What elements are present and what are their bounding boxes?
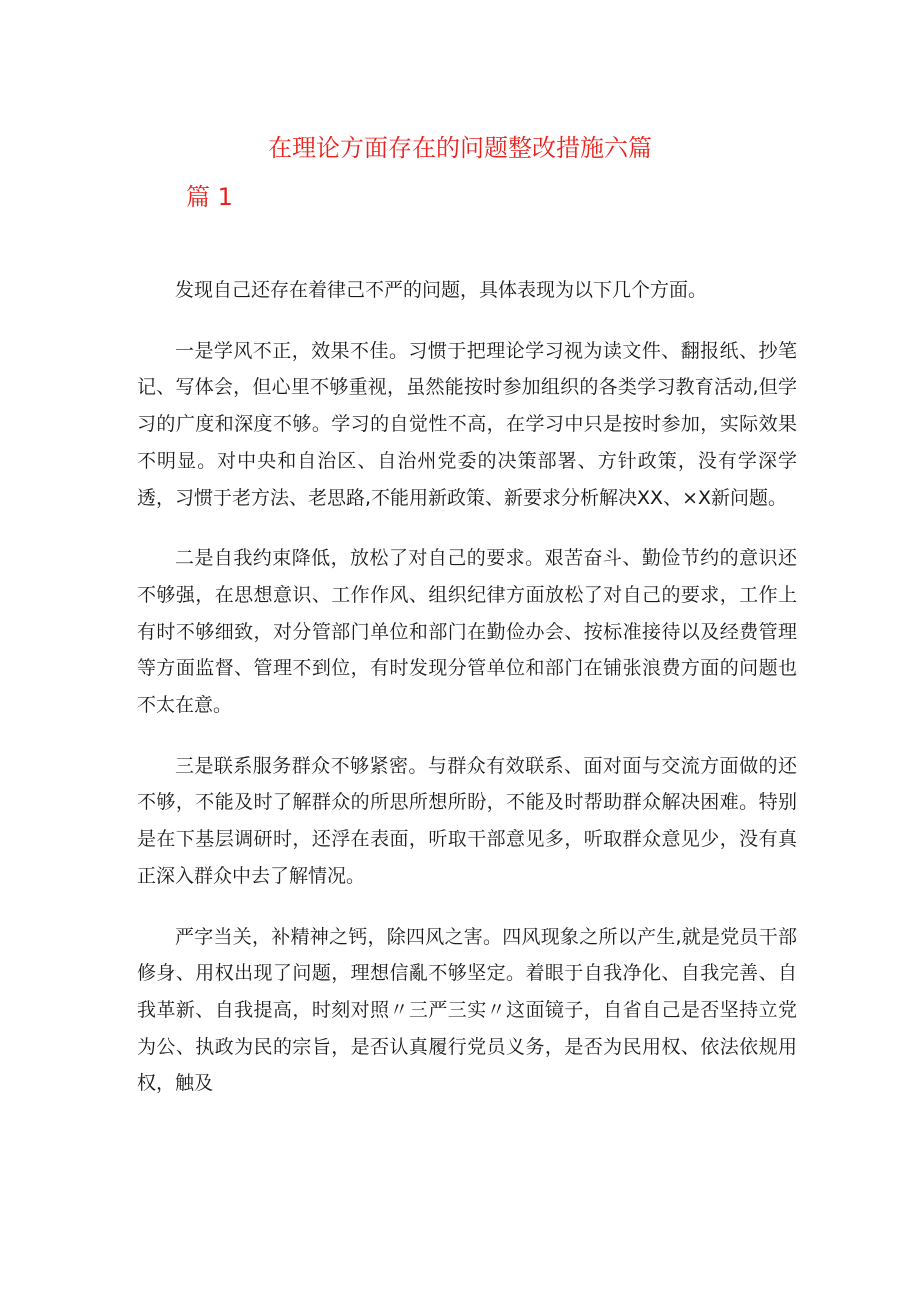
paragraph-strict-word: 严字当关，补精神之钙，除四风之害。四风现象之所以产生,就是党员干部修身、用权出现了问题，理想信亂不够坚定。着眼于自我净化、自我完善、自我革新、自我提高，时刻对照〃三严三实〃这面镜子，自省自己是否坚持立党为公、执政为民的宗旨，是否认真履行党员义务，是否为民用权、依法依规用权，触及 [137,925,797,1095]
paragraph-self-discipline: 二是自我约束降低，放松了对自己的要求。艰苦奋斗、勤俭节约的意识还不够强，在思想意识、工作作风、组织纪律方面放松了对自己的要求，工作上有时不够细致，对分管部门单位和部门在勤俭办会、按标准接待以及经费管理等方面监督、管理不到位，有时发现分管单位和部门在铺张浪费方面的问题也不太在意。 [137,547,797,717]
paragraph-intro: 发现自己还存在着律己不严的问题，具体表现为以下几个方面。 [175,279,708,301]
paragraph-mass-contact: 三是联系服务群众不够紧密。与群众有效联系、面对面与交流方面做的还不够，不能及时了解群众的所思所想所盼，不能及时帮助群众解决困难。特别是在下基层调研时，还浮在表面，听取干部意见多，听取群众意见少，没有真正深入群众中去了解情况。 [137,754,797,887]
document-title: 在理论方面存在的问题整改措施六篇 [268,134,652,162]
paragraph-study-style: 一是学风不正，效果不佳。习惯于把理论学习视为读文件、翻报纸、抄笔记、写体会，但心里不够重视，虽然能按时参加组织的各类学习教育活动,但学习的广度和深度不够。学习的自觉性不高，在学习中只是按时参加，实际效果不明显。对中央和自治区、自治州党委的决策部署、方针政策，没有学深学透，习惯于老方法、老思路,不能用新政策、新要求分析解决XX、×X新问题。 [137,339,797,509]
section-heading: 篇 1 [186,183,233,211]
document-body [137,272,797,1126]
